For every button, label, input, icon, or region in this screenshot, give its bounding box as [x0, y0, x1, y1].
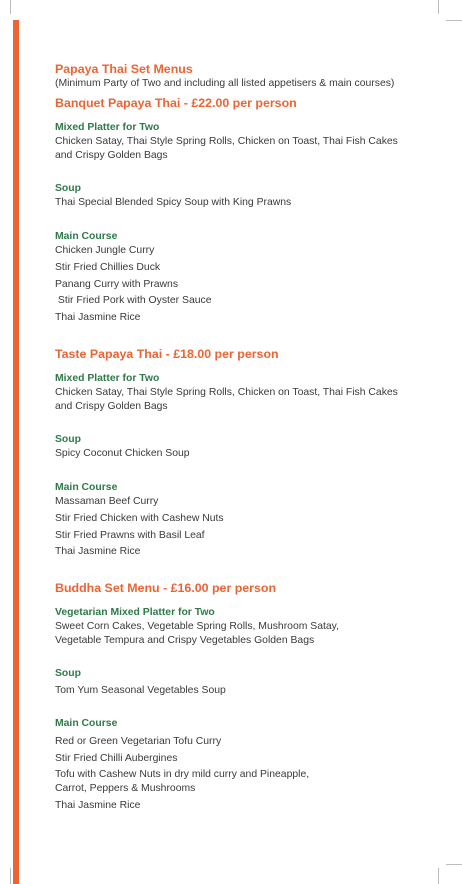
left-accent-stripe [13, 20, 19, 884]
menu-title-taste: Taste Papaya Thai - £18.00 per person [55, 347, 279, 361]
main-course-item: Red or Green Vegetarian Tofu Curry [55, 736, 222, 747]
main-course-heading: Main Course [55, 231, 118, 242]
page-title: Papaya Thai Set Menus [55, 62, 193, 76]
soup-heading: Soup [55, 183, 81, 194]
crop-mark [438, 0, 439, 14]
crop-mark [438, 868, 439, 884]
platter-heading: Vegetarian Mixed Platter for Two [55, 607, 215, 618]
main-course-item: Stir Fried Pork with Oyster Sauce [55, 295, 212, 306]
menu-title-banquet: Banquet Papaya Thai - £22.00 per person [55, 96, 297, 110]
main-course-item: Chicken Jungle Curry [55, 245, 155, 256]
main-course-item: Stir Fried Chilli Aubergines [55, 753, 178, 764]
crop-mark [446, 20, 462, 21]
main-course-item: Thai Jasmine Rice [55, 800, 141, 811]
platter-line: Chicken Satay, Thai Style Spring Rolls, Chicken on Toast, Thai Fish Cakes [55, 387, 398, 398]
main-course-item: Panang Curry with Prawns [55, 279, 179, 290]
soup-item: Tom Yum Seasonal Vegetables Soup [55, 685, 226, 696]
crop-mark [10, 868, 11, 884]
main-course-heading: Main Course [55, 718, 118, 729]
platter-line: Sweet Corn Cakes, Vegetable Spring Rolls, Mushroom Satay, [55, 621, 339, 632]
main-course-item: Stir Fried Chicken with Cashew Nuts [55, 513, 224, 524]
main-course-item: Massaman Beef Curry [55, 496, 159, 507]
main-course-item: Carrot, Peppers & Mushrooms [55, 783, 196, 794]
main-course-item: Stir Fried Chillies Duck [55, 262, 161, 273]
soup-heading: Soup [55, 668, 81, 679]
soup-heading: Soup [55, 434, 81, 445]
platter-heading: Mixed Platter for Two [55, 122, 160, 133]
main-course-item: Thai Jasmine Rice [55, 312, 141, 323]
soup-item: Spicy Coconut Chicken Soup [55, 448, 190, 459]
platter-line: Vegetable Tempura and Crispy Vegetables Golden Bags [55, 635, 315, 646]
platter-line: and Crispy Golden Bags [55, 401, 168, 412]
soup-item: Thai Special Blended Spicy Soup with King Prawns [55, 197, 292, 208]
crop-mark [10, 0, 11, 14]
crop-mark [446, 864, 462, 865]
main-course-heading: Main Course [55, 482, 118, 493]
platter-heading: Mixed Platter for Two [55, 373, 160, 384]
main-course-item: Tofu with Cashew Nuts in dry mild curry and Pineapple, [55, 769, 310, 780]
main-course-item: Stir Fried Prawns with Basil Leaf [55, 530, 205, 541]
platter-line: Chicken Satay, Thai Style Spring Rolls, Chicken on Toast, Thai Fish Cakes [55, 136, 398, 147]
page-subtitle: (Minimum Party of Two and including all listed appetisers & main courses) [55, 78, 395, 89]
platter-line: and Crispy Golden Bags [55, 150, 168, 161]
menu-title-buddha: Buddha Set Menu - £16.00 per person [55, 581, 277, 595]
main-course-item: Thai Jasmine Rice [55, 546, 141, 557]
